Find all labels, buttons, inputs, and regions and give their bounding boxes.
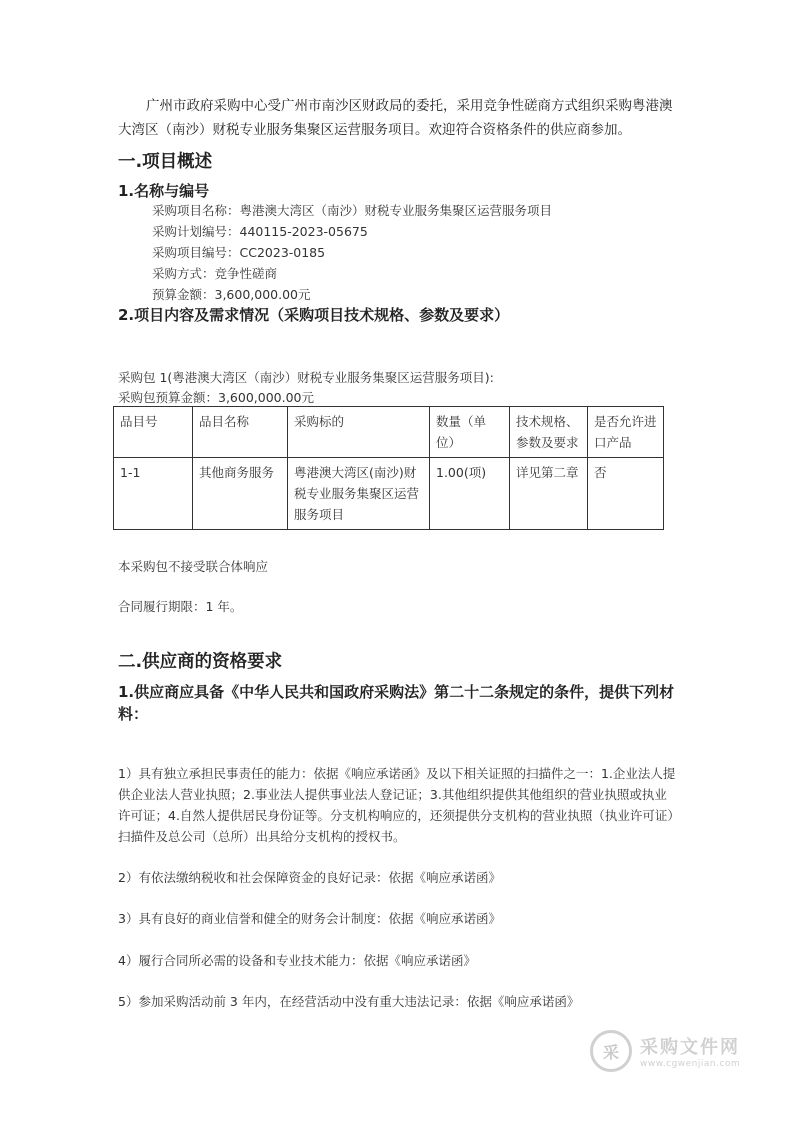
- intro-paragraph: 广州市政府采购中心受广州市南沙区财政局的委托，采用竞争性磋商方式组织采购粤港澳大湾区（南沙）财税专业服务集聚区运营服务项目。欢迎符合资格条件的供应商参加。: [118, 98, 673, 138]
- table-header-row: [114, 407, 664, 458]
- watermark-logo-icon: 采: [590, 1030, 632, 1072]
- package-title: 采购包 1(粤港澳大湾区（南沙）财税专业服务集聚区运营服务项目):: [118, 370, 494, 385]
- table-cell: 1-1: [114, 458, 193, 530]
- table-cell: 粤港澳大湾区(南沙)财税专业服务集聚区运营服务项目: [288, 458, 430, 530]
- info-plan-number: 采购计划编号：440115-2023-05675: [152, 224, 368, 239]
- requirement-item: 1）具有独立承担民事责任的能力：依据《响应承诺函》及以下相关证照的扫描件之一：1.企业法人提供企业法人营业执照；2.事业法人提供事业法人登记证；3.其他组织提供其他组织的营业执照或执业许可证；4.自然人提供居民身份证等。分支机构响应的，还须提供分支机构的营业执照（执业许可证）扫描件及总公司（总所）出具给分支机构的授权书。: [118, 766, 676, 844]
- watermark: [590, 1030, 740, 1072]
- info-method: 采购方式：竞争性磋商: [152, 266, 278, 281]
- table-cell: 详见第二章: [510, 458, 588, 530]
- no-consortium-note: 本采购包不接受联合体响应: [118, 559, 269, 574]
- info-project-number: 采购项目编号：CC2023-0185: [152, 245, 326, 260]
- contract-term: 合同履行期限：1 年。: [118, 599, 243, 614]
- items-table: [113, 406, 664, 530]
- section1-sub2-title: 2.项目内容及需求情况（采购项目技术规格、参数及要求）: [118, 306, 510, 324]
- table-cell: 否: [588, 458, 664, 530]
- table-cell: 1.00(项): [430, 458, 510, 530]
- table-header-cell: 是否允许进口产品: [588, 407, 664, 458]
- section2-title: 二.供应商的资格要求: [118, 652, 283, 672]
- table-header-cell: 品目号: [114, 407, 193, 458]
- table-row: [114, 458, 664, 530]
- table-header-cell: 数量（单位）: [430, 407, 510, 458]
- requirement-item: 5）参加采购活动前 3 年内，在经营活动中没有重大违法记录：依据《响应承诺函》: [118, 994, 580, 1009]
- table-header-cell: 技术规格、参数及要求: [510, 407, 588, 458]
- table-header-cell: 采购标的: [288, 407, 430, 458]
- requirement-item: 4）履行合同所必需的设备和专业技术能力：依据《响应承诺函》: [118, 953, 476, 968]
- watermark-title: 采购文件网: [640, 1037, 740, 1058]
- section2-sub1-title: 1.供应商应具备《中华人民共和国政府采购法》第二十二条规定的条件，提供下列材料：: [118, 683, 675, 723]
- table-cell: 其他商务服务: [193, 458, 288, 530]
- watermark-url: www.cgwenjian.com: [640, 1059, 741, 1069]
- requirement-item: 2）有依法缴纳税收和社会保障资金的良好记录：依据《响应承诺函》: [118, 870, 501, 885]
- info-budget: 预算金额：3,600,000.00元: [152, 287, 311, 302]
- requirement-item: 3）具有良好的商业信誉和健全的财务会计制度：依据《响应承诺函》: [118, 911, 501, 926]
- section1-sub1-title: 1.名称与编号: [118, 182, 210, 200]
- package-budget: 采购包预算金额：3,600,000.00元: [118, 390, 314, 405]
- info-project-name: 采购项目名称：粤港澳大湾区（南沙）财税专业服务集聚区运营服务项目: [152, 203, 553, 218]
- table-header-cell: 品目名称: [193, 407, 288, 458]
- section1-title: 一.项目概述: [118, 152, 213, 172]
